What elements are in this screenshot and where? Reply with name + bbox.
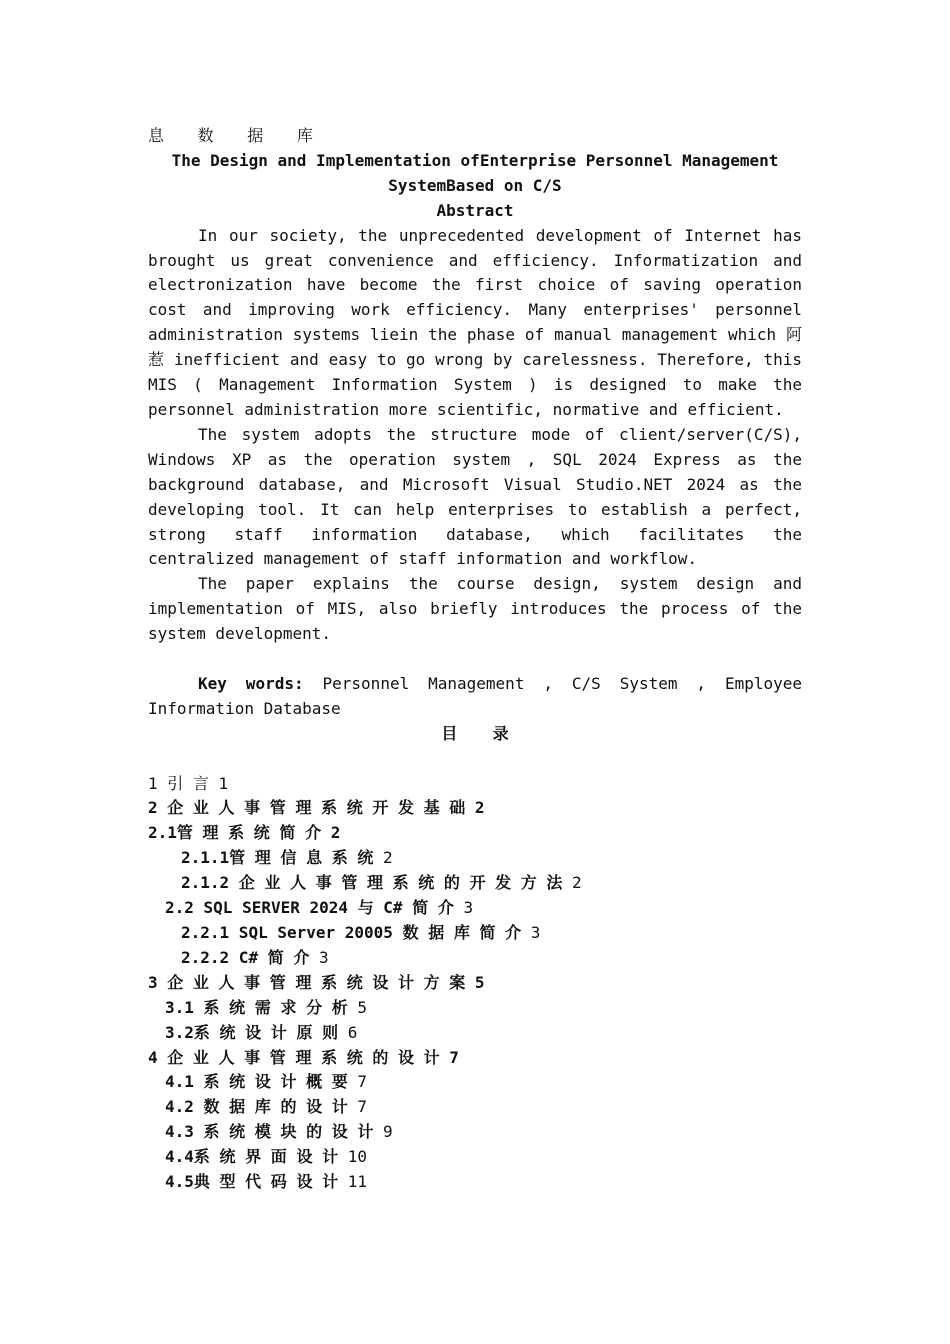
toc-entry-number: 4.4: [165, 1147, 194, 1167]
toc-entry-page: 3: [318, 947, 329, 967]
toc-entry[interactable]: [148, 946, 802, 971]
abstract-paragraph: The system adopts the structure mode of client/server(C/S), Windows XP as the operation system , SQL 2024 Express as the background database, and Microsoft Visual Studio.NET 2024 as the developing tool. It can help enterprises to establish a perfect, strong staff information database, which facilitates the centralized management of staff information and workflow.: [148, 424, 802, 569]
toc-entry-number: 2.2.2: [181, 947, 230, 967]
toc-entry-page: 2: [572, 873, 582, 893]
toc-entry-title: 系 统 界 面 设 计: [193, 1147, 348, 1167]
toc-entry[interactable]: [148, 796, 802, 821]
toc-entry[interactable]: [148, 1070, 802, 1095]
toc-entry-page: 5: [474, 972, 485, 992]
toc-entry-number: 2.1: [148, 823, 177, 843]
toc-entry-title: SQL SERVER 2024 与 C# 简 介: [193, 898, 464, 918]
toc-entry-title: 管 理 系 统 简 介: [176, 823, 331, 843]
toc-title: 目录: [441, 723, 544, 743]
toc-entry-number: 2.1.2: [181, 873, 230, 893]
toc-entry-page: 1: [218, 773, 229, 793]
keywords-text: Personnel Management , C/S System , Employee Information Database: [148, 673, 802, 718]
toc-entry-title: 系 统 设 计 原 则: [193, 1022, 348, 1042]
toc-entry-page: 3: [530, 922, 541, 942]
toc-entry-title: 企 业 人 事 管 理 系 统 的 开 发 方 法: [229, 873, 573, 893]
toc-entry[interactable]: [148, 846, 802, 871]
toc-entry-number: 2.2.1: [181, 922, 230, 942]
abstract-heading: Abstract: [436, 200, 514, 220]
toc-entry-page: 2: [382, 848, 393, 868]
toc-entry[interactable]: [148, 1046, 802, 1071]
toc-entry-title: 企 业 人 事 管 理 系 统 的 设 计: [157, 1047, 450, 1067]
toc-entry[interactable]: [148, 1021, 802, 1046]
toc-entry-title: 系 统 需 求 分 析: [193, 997, 358, 1017]
toc-entry-number: 3: [148, 972, 158, 992]
spacer: [148, 747, 802, 772]
toc-entry[interactable]: [148, 1095, 802, 1120]
toc-entry[interactable]: [148, 1120, 802, 1145]
toc-entry-title: 管 理 信 息 系 统: [229, 848, 383, 868]
toc-entry[interactable]: [148, 921, 802, 946]
toc-entry[interactable]: [148, 1170, 802, 1195]
toc-entry-number: 4.1: [165, 1072, 194, 1092]
toc-entry-title: 企 业 人 事 管 理 系 统 开 发 基 础: [157, 798, 475, 818]
toc-entry-title: 引 言: [157, 773, 219, 793]
toc-entry-number: 2.1.1: [181, 848, 230, 868]
toc-entry-number: 3.2: [165, 1022, 194, 1042]
toc-entry-title: 系 统 模 块 的 设 计: [193, 1122, 383, 1142]
toc-entry-page: 11: [347, 1172, 367, 1192]
toc-entry-number: 1: [148, 773, 158, 793]
abstract-paragraph: The paper explains the course design, system design and implementation of MIS, also briefly introduces the process of the system development.: [148, 574, 802, 644]
toc-entry-title: C# 简 介: [229, 947, 319, 967]
keywords-label: Key words:: [198, 673, 304, 693]
toc-entry-page: 7: [357, 1072, 367, 1092]
toc-entry-page: 2: [474, 798, 485, 818]
toc-entry[interactable]: [148, 772, 802, 797]
toc-entry[interactable]: [148, 896, 802, 921]
toc-entry-page: 6: [347, 1022, 358, 1042]
toc-entry[interactable]: [148, 996, 802, 1021]
document-page: [148, 124, 802, 1195]
english-title-line1: The Design and Implementation ofEnterprise Personnel Management: [171, 150, 779, 170]
toc-entry[interactable]: [148, 821, 802, 846]
toc-entry-page: 7: [357, 1097, 367, 1117]
spacer: [148, 647, 802, 672]
toc-entry-page: 10: [347, 1147, 367, 1167]
toc-entry-number: 4.2: [165, 1097, 194, 1117]
toc-entry-title: 数 据 库 的 设 计: [193, 1097, 358, 1117]
abstract-paragraph: In our society, the unprecedented development of Internet has brought us great convenience and efficiency. Informatization and electronization have become the first choice of saving operation cost and improving work efficiency. Many enterprises' personnel administration systems liein the phase of manual management which 阿 惹 inefficient and easy to go wrong by carelessness. Therefore, this MIS ( Management Information System ) is designed to make the personnel administration more scientific, normative and efficient.: [148, 225, 802, 419]
toc-entry-number: 4.5: [165, 1172, 194, 1192]
keywords: [148, 672, 802, 722]
toc-entry[interactable]: [148, 1145, 802, 1170]
toc-entry-title: 系 统 设 计 概 要: [193, 1072, 358, 1092]
toc-entry-title: SQL Server 20005 数 据 库 简 介: [229, 922, 531, 942]
toc-entry-number: 2: [148, 798, 158, 818]
table-of-contents: [148, 772, 802, 1195]
toc-entry[interactable]: [148, 971, 802, 996]
toc-entry-number: 2.2: [165, 898, 194, 918]
toc-entry-title: 企 业 人 事 管 理 系 统 设 计 方 案: [157, 972, 475, 992]
toc-entry-page: 2: [330, 823, 341, 843]
toc-entry-page: 3: [463, 898, 474, 918]
toc-entry-page: 7: [449, 1047, 459, 1067]
toc-entry-number: 3.1: [165, 997, 194, 1017]
toc-entry-number: 4: [148, 1047, 158, 1067]
header-fragment: 息 数 据 库: [148, 126, 325, 145]
english-title-line2: SystemBased on C/S: [388, 175, 562, 195]
toc-entry[interactable]: [148, 871, 802, 896]
toc-entry-number: 4.3: [165, 1122, 194, 1142]
toc-entry-title: 典 型 代 码 设 计: [193, 1172, 348, 1192]
toc-entry-page: 9: [382, 1122, 393, 1142]
toc-entry-page: 5: [357, 997, 367, 1017]
